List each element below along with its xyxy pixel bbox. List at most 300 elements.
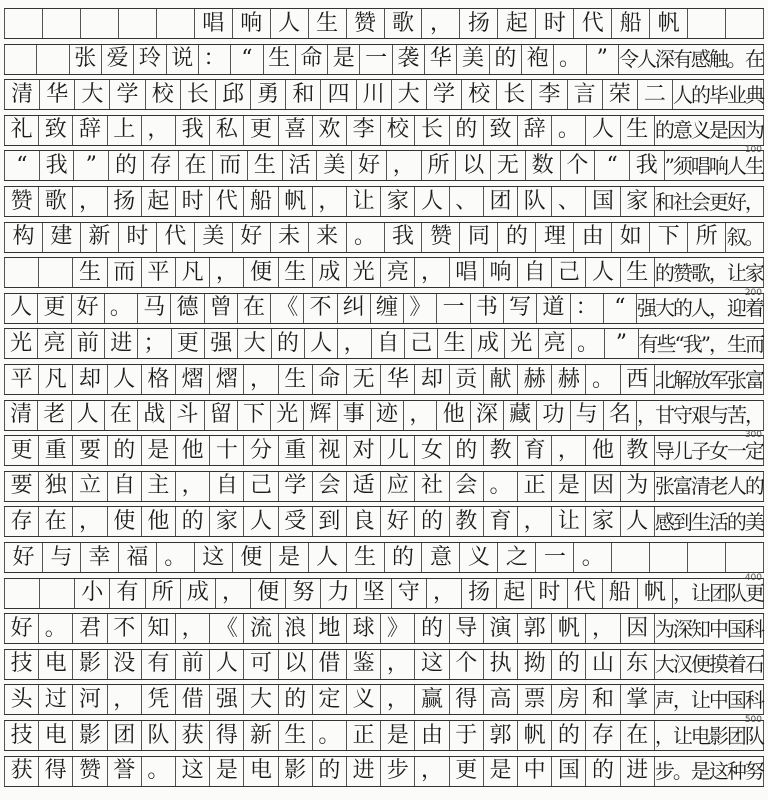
grid-cell: 良	[347, 507, 381, 536]
grid-cell	[119, 9, 157, 38]
grid-cell: ”	[587, 45, 619, 74]
grid-cell: 而	[108, 258, 142, 287]
grid-cell: 过	[39, 685, 73, 714]
grid-cell: 队	[518, 187, 552, 216]
grid-cell	[157, 9, 195, 38]
grid-cell: 家	[210, 507, 244, 536]
grid-cell: 迹	[371, 401, 404, 430]
grid-cell	[39, 258, 73, 287]
grid-cell: 赢	[415, 685, 449, 714]
grid-cell: 执	[484, 650, 518, 679]
grid-cell: 平	[4, 365, 39, 394]
grid-cell: 与	[43, 543, 81, 572]
grid-cell: 、	[552, 187, 586, 216]
grid-cell: 进	[105, 329, 138, 358]
grid-cell: 高	[484, 685, 518, 714]
grid-cell: 之	[498, 543, 536, 572]
grid-cell: 人	[72, 401, 105, 430]
grid-cell: 在	[105, 401, 138, 430]
grid-cell: 和社会更好，	[655, 187, 764, 216]
grid-cell: ，	[415, 258, 449, 287]
grid-cell: 。	[347, 223, 385, 252]
grid-cell: 时	[119, 223, 157, 252]
grid-cell: 有	[110, 579, 145, 608]
grid-cell: 存	[144, 151, 179, 180]
grid-cell: 川	[357, 80, 392, 109]
grid-cell	[37, 45, 69, 74]
grid-cell: 理	[536, 223, 574, 252]
text-row	[4, 222, 764, 253]
grid-cell: 他	[437, 401, 470, 430]
grid-cell: 活	[283, 151, 318, 180]
grid-cell	[688, 9, 726, 38]
grid-cell: 成	[181, 579, 216, 608]
grid-cell: 山	[586, 650, 620, 679]
grid-cell: 应	[381, 472, 415, 501]
grid-cell: 流	[244, 614, 278, 643]
grid-cell: 。	[552, 116, 586, 145]
grid-cell: 得	[39, 757, 73, 786]
grid-cell: 有	[142, 650, 176, 679]
grid-cell: 主	[142, 472, 176, 501]
grid-cell: 赞	[347, 9, 385, 38]
grid-cell: 建	[43, 223, 81, 252]
grid-cell: 袭	[393, 45, 425, 74]
grid-cell: 献	[484, 365, 518, 394]
grid-cell: 在	[238, 294, 271, 323]
grid-cell: 光	[271, 401, 304, 430]
grid-cell: 唱	[195, 9, 233, 38]
word-count-marker: 300	[744, 430, 762, 441]
grid-cell: 的	[279, 685, 313, 714]
grid-cell: “	[4, 151, 40, 180]
grid-cell: 言	[568, 80, 603, 109]
grid-cell: ，	[210, 258, 244, 287]
grid-cell: 时	[176, 187, 210, 216]
grid-cell: 平	[142, 258, 176, 287]
text-row	[4, 44, 764, 75]
grid-cell: 马	[138, 294, 171, 323]
grid-cell: 我	[385, 223, 423, 252]
grid-cell: 深	[471, 401, 504, 430]
grid-cell: 儿	[381, 436, 415, 465]
grid-cell: ，	[387, 151, 422, 180]
grid-cell: 四	[321, 80, 356, 109]
grid-cell: 的	[552, 650, 586, 679]
grid-cell: 大	[238, 329, 271, 358]
grid-cell: 努	[286, 579, 321, 608]
grid-cell: 学	[427, 80, 462, 109]
grid-cell: ，	[422, 9, 460, 38]
grid-cell: 好	[233, 223, 271, 252]
grid-cell: 校	[146, 80, 181, 109]
grid-cell: 拗	[518, 650, 552, 679]
grid-cell: 是	[210, 757, 244, 786]
grid-cell: 便	[244, 258, 278, 287]
grid-cell: 由	[415, 721, 449, 750]
grid-cell: 起	[497, 579, 532, 608]
grid-cell: 在	[621, 721, 655, 750]
grid-cell: 德	[171, 294, 204, 323]
grid-cell: 电	[244, 757, 278, 786]
grid-cell: 却	[73, 365, 107, 394]
grid-cell: 前	[72, 329, 105, 358]
grid-cell: 于	[450, 721, 484, 750]
grid-cell: 曾	[205, 294, 238, 323]
grid-cell: 团	[108, 721, 142, 750]
grid-cell: 便	[233, 543, 271, 572]
grid-cell: 贡	[450, 365, 484, 394]
text-row	[4, 684, 764, 715]
grid-cell: 这	[176, 757, 210, 786]
grid-cell: 他	[142, 507, 176, 536]
grid-cell: 赞	[73, 757, 107, 786]
grid-cell: 更	[450, 757, 484, 786]
grid-cell: ，	[381, 685, 415, 714]
grid-cell: 欢	[313, 116, 347, 145]
grid-cell: 道	[537, 294, 570, 323]
grid-cell: 如	[612, 223, 650, 252]
grid-cell: 。	[142, 757, 176, 786]
grid-cell: 老	[38, 401, 71, 430]
grid-cell: 意	[422, 543, 460, 572]
grid-cell: 得	[450, 685, 484, 714]
grid-cell: 人	[415, 187, 449, 216]
grid-cell: 事	[338, 401, 371, 430]
grid-cell: 格	[142, 365, 176, 394]
grid-cell: 响	[484, 258, 518, 287]
grid-cell: 船	[244, 187, 278, 216]
grid-cell: 大汉便摸着石	[655, 650, 764, 679]
grid-cell: 来	[309, 223, 347, 252]
grid-cell: 无	[347, 365, 381, 394]
grid-cell: 美	[457, 45, 489, 74]
grid-cell: 中	[518, 757, 552, 786]
grid-cell: 是	[484, 757, 518, 786]
grid-cell: 亮	[381, 258, 415, 287]
grid-cell: 分	[244, 436, 278, 465]
grid-cell: 人	[244, 507, 278, 536]
grid-cell: 的	[490, 45, 522, 74]
grid-cell: 同	[460, 223, 498, 252]
grid-cell: ，	[518, 507, 552, 536]
grid-cell: 育	[518, 436, 552, 465]
grid-cell: 一	[536, 543, 574, 572]
grid-cell: 成	[313, 258, 347, 287]
grid-cell: ”	[605, 329, 638, 358]
grid-cell: 的	[108, 436, 142, 465]
grid-cell: 会	[450, 472, 484, 501]
grid-cell: ，	[552, 436, 586, 465]
grid-cell: 北解放军张富	[655, 365, 764, 394]
grid-cell: 好	[4, 543, 43, 572]
grid-cell: 与	[571, 401, 604, 430]
grid-cell: 不	[304, 294, 337, 323]
grid-cell: ，	[73, 187, 107, 216]
grid-cell: 好	[72, 294, 105, 323]
grid-cell: 长	[497, 80, 532, 109]
grid-cell: 赫	[518, 365, 552, 394]
grid-cell	[4, 45, 37, 74]
text-row	[4, 613, 764, 644]
word-count-marker: 500	[744, 715, 762, 725]
grid-cell	[726, 543, 764, 572]
grid-cell: 义	[460, 543, 498, 572]
grid-cell: 赞	[4, 187, 39, 216]
grid-cell: 在	[179, 151, 214, 180]
grid-cell: 为	[621, 472, 655, 501]
grid-cell: 美	[317, 151, 352, 180]
grid-cell	[726, 9, 764, 38]
grid-cell: 上	[108, 116, 142, 145]
grid-cell: ”	[74, 151, 109, 180]
grid-cell: 生	[264, 45, 296, 74]
grid-cell: 船	[603, 579, 638, 608]
grid-cell: 义	[347, 685, 381, 714]
grid-cell: 斗	[171, 401, 204, 430]
grid-cell: 校	[462, 80, 497, 109]
grid-cell: “	[604, 294, 637, 323]
grid-cell: 扬	[108, 187, 142, 216]
text-row	[4, 115, 764, 146]
grid-cell	[612, 543, 650, 572]
grid-cell: 大	[392, 80, 427, 109]
grid-cell: 借	[176, 685, 210, 714]
grid-cell: 的	[498, 223, 536, 252]
grid-cell: 到	[313, 507, 347, 536]
grid-cell: 队	[142, 721, 176, 750]
grid-cell: 学	[110, 80, 145, 109]
grid-cell: 电	[39, 721, 73, 750]
grid-cell: 国	[552, 757, 586, 786]
grid-cell: 长	[181, 80, 216, 109]
text-row	[4, 756, 764, 787]
grid-cell: 影	[73, 650, 107, 679]
grid-cell: 。	[574, 543, 612, 572]
grid-cell: 导	[450, 614, 484, 643]
text-row	[4, 364, 764, 395]
grid-cell: ”须唱响人生	[665, 151, 764, 180]
grid-cell: 家	[621, 187, 655, 216]
grid-cell: 借	[313, 650, 347, 679]
grid-cell: ，	[313, 187, 347, 216]
grid-cell: 》	[404, 294, 437, 323]
grid-cell: 获	[4, 757, 39, 786]
grid-cell: 他	[176, 436, 210, 465]
grid-cell: ，让团队更	[673, 579, 764, 608]
text-row	[4, 578, 764, 609]
grid-cell: 李	[532, 80, 567, 109]
grid-cell: 立	[73, 472, 107, 501]
grid-cell: ，	[216, 579, 251, 608]
grid-cell: 国	[586, 187, 620, 216]
grid-cell: 《	[210, 614, 244, 643]
grid-cell	[40, 579, 75, 608]
grid-cell: 歌	[385, 9, 423, 38]
grid-cell: 。	[39, 614, 73, 643]
grid-cell: 。	[105, 294, 138, 323]
grid-cell: ，	[142, 116, 176, 145]
grid-cell: 凭	[142, 685, 176, 714]
grid-cell: ，	[176, 614, 210, 643]
grid-cell: 育	[484, 507, 518, 536]
grid-cell: 光	[505, 329, 538, 358]
grid-cell: 的	[552, 721, 586, 750]
grid-cell: 小	[75, 579, 110, 608]
grid-cell: 有些“我”，生而	[639, 329, 764, 358]
grid-cell: 人	[309, 543, 347, 572]
grid-cell: 更	[38, 294, 71, 323]
grid-cell: 船	[612, 9, 650, 38]
grid-cell: 可	[244, 650, 278, 679]
grid-cell: 更	[4, 436, 39, 465]
grid-cell: 幸	[81, 543, 119, 572]
grid-cell: 华	[425, 45, 457, 74]
grid-cell: 进	[621, 757, 655, 786]
grid-cell: 熠	[210, 365, 244, 394]
text-row	[4, 435, 764, 466]
grid-cell: 知	[142, 614, 176, 643]
grid-cell: 君	[73, 614, 107, 643]
grid-cell: 赫	[552, 365, 586, 394]
grid-cell: 起	[142, 187, 176, 216]
grid-cell: 更	[244, 116, 278, 145]
grid-cell: 起	[498, 9, 536, 38]
grid-cell: 这	[415, 650, 449, 679]
grid-cell: ，	[73, 507, 107, 536]
grid-cell: 的	[586, 757, 620, 786]
grid-cell: “	[231, 45, 263, 74]
grid-cell: 技	[4, 721, 39, 750]
grid-cell: 人	[108, 365, 142, 394]
grid-cell: 前	[176, 650, 210, 679]
grid-cell: ；	[138, 329, 171, 358]
grid-cell: 时	[532, 579, 567, 608]
grid-cell: 玲	[134, 45, 166, 74]
grid-cell: 荣	[603, 80, 638, 109]
grid-cell: 正	[347, 721, 381, 750]
grid-cell: 强大的人，迎着	[637, 294, 764, 323]
text-row	[4, 400, 764, 431]
grid-cell: 票	[518, 685, 552, 714]
text-row	[4, 542, 764, 573]
grid-cell: 技	[4, 650, 39, 679]
grid-cell: 命	[313, 365, 347, 394]
grid-cell: 辞	[73, 116, 107, 145]
grid-cell: 他	[586, 436, 620, 465]
word-count-marker: 400	[744, 572, 762, 583]
grid-cell: 张富清老人的	[655, 472, 764, 501]
grid-cell: 叙。	[726, 223, 764, 252]
grid-cell: 说	[167, 45, 199, 74]
text-row	[4, 720, 764, 751]
grid-cell: 成	[472, 329, 505, 358]
grid-cell: 力	[321, 579, 356, 608]
grid-cell: ，	[244, 365, 278, 394]
grid-cell: 进	[347, 757, 381, 786]
grid-cell: 的	[450, 436, 484, 465]
grid-cell: 。	[157, 543, 195, 572]
grid-cell: 自	[108, 472, 142, 501]
grid-cell: 辉	[304, 401, 337, 430]
grid-cell: 人	[210, 650, 244, 679]
grid-cell: ，	[108, 685, 142, 714]
grid-cell: 自	[372, 329, 405, 358]
grid-cell: ，	[586, 614, 620, 643]
grid-cell: 己	[552, 258, 586, 287]
grid-cell: 战	[138, 401, 171, 430]
grid-cell: 光	[4, 329, 38, 358]
grid-cell: 写	[504, 294, 537, 323]
grid-cell: ，	[404, 401, 437, 430]
grid-cell: 浪	[279, 614, 313, 643]
grid-cell: 誉	[108, 757, 142, 786]
grid-cell: 掌	[621, 685, 655, 714]
grid-cell: 辞	[518, 116, 552, 145]
grid-cell: ：	[199, 45, 231, 74]
grid-cell: ，甘守艰与苦，	[637, 401, 764, 430]
text-row	[4, 471, 764, 502]
grid-cell: 我	[40, 151, 75, 180]
grid-cell: 。	[484, 472, 518, 501]
grid-cell: 生	[248, 151, 283, 180]
grid-cell: 生	[279, 721, 313, 750]
grid-cell: 郭	[484, 721, 518, 750]
grid-cell: 扬	[462, 579, 497, 608]
grid-cell: 纠	[338, 294, 371, 323]
grid-cell: 。	[572, 329, 605, 358]
grid-cell: 致	[484, 116, 518, 145]
grid-cell: 个	[561, 151, 596, 180]
grid-cell: 一	[360, 45, 392, 74]
grid-cell	[4, 579, 40, 608]
word-count-marker: 100	[744, 145, 762, 156]
grid-cell: 是	[142, 436, 176, 465]
grid-cell: 让	[347, 187, 381, 216]
text-row	[4, 79, 764, 110]
grid-cell: 人	[586, 258, 620, 287]
grid-cell: ：	[571, 294, 604, 323]
grid-cell: 因	[586, 472, 620, 501]
grid-cell	[81, 9, 119, 38]
grid-cell: 教	[450, 507, 484, 536]
grid-cell: 熠	[176, 365, 210, 394]
grid-cell: 家	[381, 187, 415, 216]
grid-cell: 。	[313, 721, 347, 750]
grid-cell: 代	[568, 579, 603, 608]
grid-cell: 大	[244, 685, 278, 714]
grid-cell: 球	[347, 614, 381, 643]
grid-cell: 凡	[176, 258, 210, 287]
grid-cell: 留	[205, 401, 238, 430]
grid-cell: 存	[586, 721, 620, 750]
grid-cell: 影	[279, 757, 313, 786]
grid-cell: 新	[244, 721, 278, 750]
grid-cell: 是	[381, 721, 415, 750]
grid-cell: 所	[422, 151, 457, 180]
grid-cell: 人	[4, 294, 38, 323]
grid-cell: 鉴	[347, 650, 381, 679]
grid-cell: ，	[338, 329, 371, 358]
grid-cell: 唱	[450, 258, 484, 287]
grid-cell: 亮	[38, 329, 71, 358]
text-row	[4, 293, 764, 324]
grid-cell: 独	[39, 472, 73, 501]
grid-cell: 重	[39, 436, 73, 465]
grid-cell: 以	[456, 151, 491, 180]
grid-cell: 西	[621, 365, 655, 394]
grid-cell: 好	[352, 151, 387, 180]
